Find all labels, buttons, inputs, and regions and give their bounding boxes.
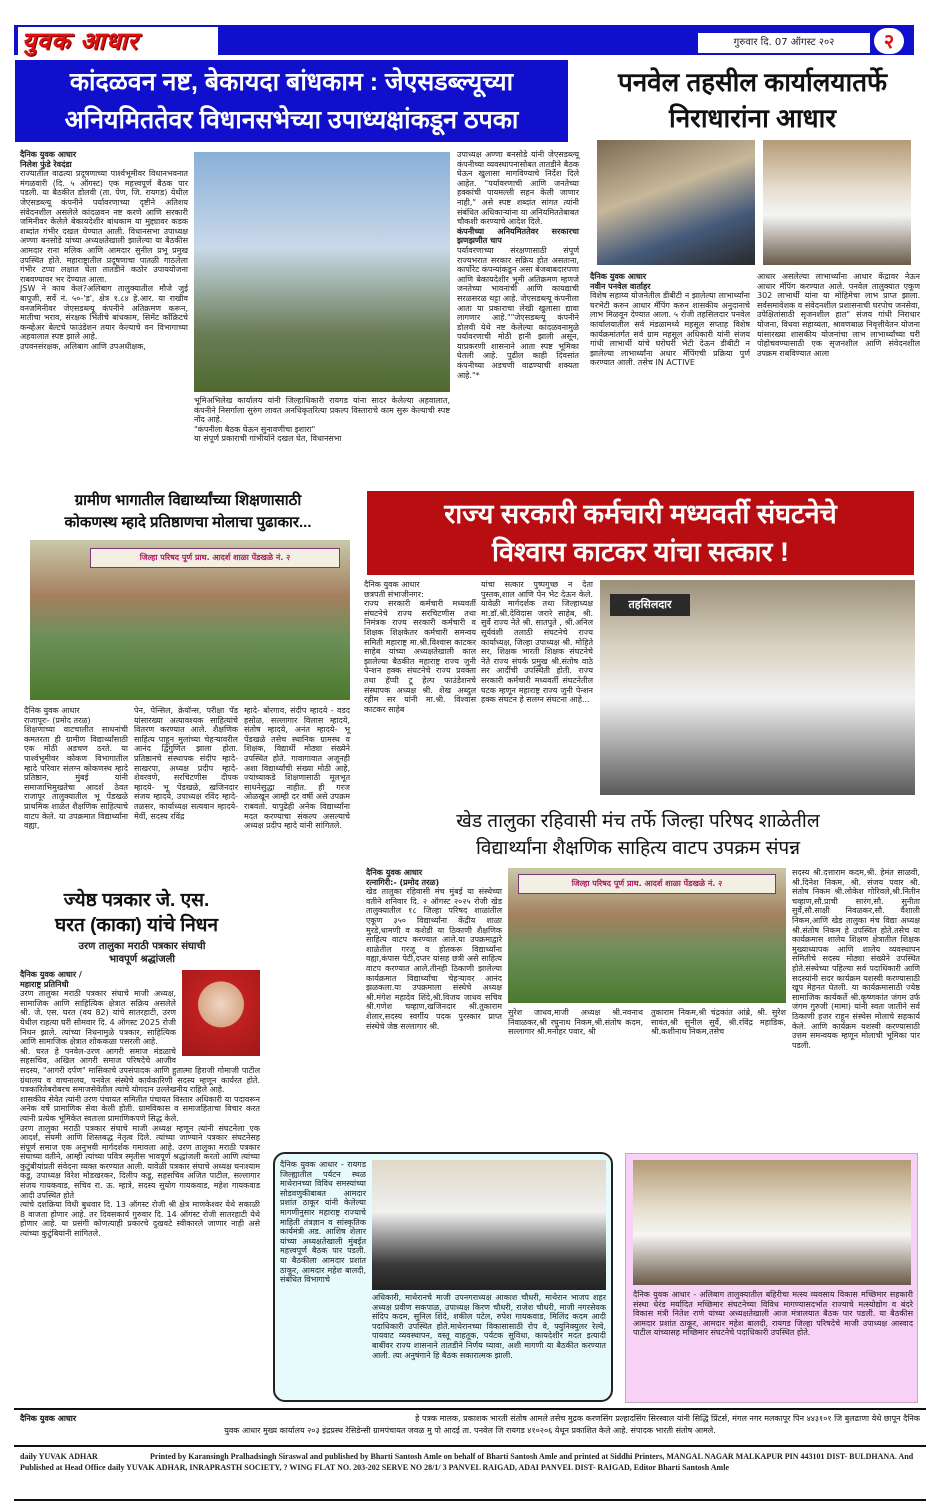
article6-byline2: रत्नागिरी:- (प्रमोद तरळ) xyxy=(366,877,440,887)
page-number: २ xyxy=(874,28,904,54)
article2-col2-text: आधार असलेल्या लाभार्थ्यांना आधार केंद्रावर नेऊन आधार मॅपिंग करण्यात आले. पनवेल तालुक्यात एकूण 302 लाभार्थी यांना या मोहिमेचा लाभ प्राप्त झाला. सर्वसमावेशक व संवेदनशील प्रशासनाची घरपोच जनसेवा, उपेक्षितांसाठी सृजनशील हात" संजय गांधी निराधार योजना, विधवा सहाय्यता, श्रावणबाळ निवृत्तीवेतन योजना यांसारख्या शासकीय योजनांचा लाभ लाभार्थ्यांच्या घरी पोहोचवण्यासाठी एक सृजनशील आणि संवेदनशील उपक्रम राबविण्यात आला xyxy=(757,272,920,358)
school-students-photo xyxy=(30,540,350,700)
article8-text: दैनिक युवक आधार - अलिबाग तालुक्यातील बहिरीचा मत्स्य व्यवसाय विकास मच्छिमार सहकारी संस्था धेरंड मर्यादित मच्छिमार संघटनेच्या विविध मागण्यासदर्भात राज्याचे मत्स्योद्योग व बंदरे विकास मंत्री नितेश राणे यांच्या अध्यक्षतेखाली आज मंत्रालयात बैठक पार पडली. या बैठकीस आमदार प्रशांत ठाकूर, आमदार महेश बालदी, रायगड जिल्हा परिषदेचे माजी उपाध्यक्ष आस्वाद पाटील यांच्यासह मच्छिमार संघटनेचे पदाधिकारी उपस्थित होते. xyxy=(633,1290,913,1338)
article5-para1: उरण तालुका मराठी पत्रकार संघाचे माजी अध्यक्ष, सामाजिक आणि साहित्यिक क्षेत्रात सक्रिय असलेले श्री. जे. एस. घरत (वय 82) यांचे सातरहाटी, उरण येथील राहत्या घरी सोमवार दि. 4 ऑगस्ट 2025 रोजी निधन झाले. त्यांच्या निधनामुळे पत्रकार, साहित्यिक आणि सामाजिक क्षेत्रात शोककळा पसरली आहे. xyxy=(20,989,176,1047)
school-distribution-photo xyxy=(508,868,786,1003)
article1-col1b-text: JSW ने काय केलं?अलिबाग तालुक्यातील मौजे जुई बापूजी, सर्वे नं. ५०-'ड', क्षेत्र १.८४ हे.आर. या राखीव वनजमिनीवर जेएसडब्ल्यू कंपनीने अतिक्रमण करून, मातीचा भराव, संरक्षक भिंतीचे बांधकाम, सिमेंट काँक्रिटचे कन्व्हेअर बेल्टचे फाउंडेशन तयार केल्याचे वन विभागाच्या अहवालात स्पष्ट झाले आहे. xyxy=(20,284,188,342)
article5-para3: शासकीय सेवेत त्यांनी उरण पंचायत समितीत पंचायत विस्तार अधिकारी या पदावरून अनेक वर्षे प्रामाणिक सेवा केली होती. ग्रामविकास व समाजहिताचा विचार करत त्यांनी प्रत्येक भूमिकेत स्वतःला प्रामाणिकपणे सिद्ध केले. xyxy=(20,1094,260,1123)
article4-col2-text: यांचा सत्कार पुष्पगुच्छ न देता पुस्तक,शाल आणि पेन भेट देऊन केले. यावेळी मार्गदर्शक तथा जिल्हाध्यक्ष मा.डॉ.श्री.देविदास जरारे साहेब, श्री. सुर्वे राज्य नेते श्री. सातपुते , श्री.अनिल सूर्यवंशी तलाठी संघटनेचे राज्य कार्याध्यक्ष, जिल्हा उपाध्यक्ष श्री. मोहिते सर, शिक्षक भारती शिक्षक संघटनेचे नेते राज्य संपर्क प्रमुख श्री.संतोष वाठे सर आदींची उपस्थिती होती. राज्य सरकारी कर्मचारी मध्यवर्ती संघटनेतील घटक म्हणून महाराष्ट्र राज्य जुनी पेन्शन हक्क संघटन हे सलग्न संघटना आहे... xyxy=(481,580,593,705)
article6-col3 xyxy=(651,1008,786,1037)
article8-body xyxy=(633,1290,913,1338)
article5-body xyxy=(20,970,260,1239)
article1-col2-text: भूमिअभिलेख कार्यालय यांनी जिल्हाधिकारी रायगड यांना सादर केलेल्या अहवालात, कंपनीने निसर्गाला सुरुंग लावत अनधिकृतरित्या प्रकल्प विस्ताराचे काम सुरू केल्याची स्पष्ट नोंद आहे. xyxy=(194,396,450,425)
article1-col3 xyxy=(457,150,579,380)
article1-col2b-text: या संपूर्ण प्रकाराची गांभीर्याने दखल घेत, विधानसभा xyxy=(194,434,342,444)
footer-left-label: दैनिक युवक आधार xyxy=(20,1414,77,1423)
article1-byline2: निलेश फुंडे रेवदंडा xyxy=(20,159,72,169)
article4-byline2: छत्रपती संभाजीनगर: xyxy=(364,589,424,599)
article5-headline xyxy=(14,888,259,938)
footer-en-imprint: Printed by Karansingh Pralhadsingh Siraswal and published by Bharti Santosh Amle on behalf of Bharti Santosh Amle and printed at Siddhi Printers, MANGAL NAGAR MALKAPUR PIN 443101 DIST- BULDHANA. And Published at Head Office daily YUVAK ADHAR, INRAPRASTH SOCIETY, ? WING FLAT NO. 203-202 SERVE NO 28/1/ 3 PANVEL RAIGAD, ADAI PANVEL DIST- RAIGAD, Editor Bharti Santosh Amle xyxy=(20,1452,914,1472)
article3-col3 xyxy=(244,706,350,831)
article2-col1-text: विशेष सहाय्य योजनेतील डीबीटी न झालेल्या लाभार्थ्यांना घरभेटी करुन आधार मॅपिंग करुन शासकीय अनुदानाचे लाभ मिळवून देण्यात आला. ५ रोजी तहसिलदार पनवेल कार्यालयातील सर्व मंडळामध्ये महसूल सप्ताह विशेष कार्यक्रमांतर्गत सर्व ग्राम महसूल अधिकारी यांनी संजय गांधी लाभार्थी यांचे घरोघरी भेटी देऊन डीबीटी न झालेल्या लाभार्थ्यांना अधार मॅपिंगची प्रक्रिया पुर्ण करण्यात आली. तसेच IN ACTIVE xyxy=(590,291,750,368)
factory-smokestack-photo xyxy=(194,152,450,392)
article1-byline1: दैनिक युवक आधार xyxy=(20,150,77,159)
obituary-portrait xyxy=(182,970,260,1056)
article5-byline2: महाराष्ट्र प्रतिनिधी xyxy=(20,979,69,989)
article7-para-bottom: अधिकारी, माथेरानचे माजी उपनगराध्यक्ष आकाश चौधरी, माथेरान भाजप शहर अध्यक्ष प्रवीण सकपाळ, उपाध्यक्ष किरण चौधरी, राजेश चौधरी, माजी नगरसेवक संदिप कदम, सुनिल शिंदे, शकील पटेल, रुपेश गायकवाड, मिलिंद कदम आदी पदाधिकारी उपस्थित होते.माथेरानच्या विकासासाठी रोप वे, फ्युनिक्युलर रेल्वे, पायवाट व्यवस्थापन, वस्तू वाहतूक, पर्यटक सुविधा, कायदेशीर मदत इत्यादी बाबींवर राज्य शासनाने तातडीने निर्णय घ्यावा, अशी मागणी या बैठकीत करण्यात आली. त्या अनुषंगाने हि बैठक सकारात्मक झाली. xyxy=(372,1293,606,1360)
article7-col1 xyxy=(280,1160,366,1285)
article2-col2 xyxy=(757,272,920,358)
footer-imprint-line2: युवक आधार मुख्य कार्यालय २०३ इंद्रप्रस्थ रेसिडेन्सी ग्रामपंचायत जवळ मु पो आदई ता. पनवेल जि रायगड ४१०२०६ येथून प्रकाशित केले आहे. संपादक भारती संतोष आमले. xyxy=(224,1426,716,1435)
article4-headline-line2: विश्वास काटकर यांचा सत्कार ! xyxy=(492,537,789,567)
article1-col3-subhead: कंपनीच्या अनियमिततेवर सरकारचा झणझणीत चाप xyxy=(457,226,579,246)
article3-col2-text: पेन, पेन्सिल, क्रेयॉन्स, परीक्षा पॅड यांसारख्या अत्यावश्यक साहित्यांचे वितरण करण्यात आले. शैक्षणिक साहित्य पाहून मुलांच्या चेहऱ्यावरील आनंद द्विगुणित झाला होता. प्रतिष्ठानचे संस्थापक संदीप म्हादे- साखरपा, अध्यक्ष प्रदीप म्हादे- शेवरवणे, सरचिटणीस दीपक म्हादये- भू पेंडखळे, खजिनदार संजय म्हादये, उपाध्यक्ष रविंद म्हादे- तळसर, कार्याध्यक्ष सत्यवान म्हादये- मेर्वी, सदस्य रविंद्र xyxy=(134,706,238,821)
article5-byline1: दैनिक युवक आधार / xyxy=(20,970,82,979)
article1-col3-text: उपाध्यक्ष अण्णा बनसोडे यांनी जेएसडब्ल्यू कंपनीच्या व्यवस्थापनासोबत तातडीने बैठक घेऊन खुलासा मागविण्याचे निर्देश दिले आहेत. "पर्यावरणाची आणि जनतेच्या हक्कांची पायमल्ली सहन केली जाणार नाही," असे स्पष्ट शब्दांत सांगत त्यांनी संबंधित अधिकाऱ्यांना या अनियमिततेबाबत चौकशी करण्याचे आदेश दिले. xyxy=(457,150,579,227)
article1-col3b-text: पर्यावरणाच्या संरक्षणासाठी संपूर्ण राज्यभरात सरकार सक्रिय होत असताना, कार्पोरेट कंपन्यांकडून असा बेजबाबदारपणा आणि बेकायदेशीर भूमी अतिक्रमण म्हणजे जनतेच्या भावनांची आणि कायद्याची सरळसरळ थट्टा आहे. जेएसडब्ल्यू कंपनीला आता या प्रकाराचा लेखी खुलासा द्यावा लागणार आहे.""जेएसडब्ल्यू कंपनीने डोलवी येथे नष्ट केलेल्या कांदळवनामुळे पर्यावरणाची मोठी हानी झाली असून, याप्रकरणी शासनाने आता स्पष्ट भूमिका घेतली आहे. पुढील काही दिवसांत कंपनीच्या अडचणी वाढण्याची शक्यता आहे."* xyxy=(457,245,579,380)
article5-para2: श्री. घरत हे पनवेल-उरण आगरी समाज मंडळाचे सहसचिव, अखिल आगरी समाज परिषदेचे आजीव सदस्य, "आगरी दर्पण" मासिकाचे उपसंपादक आणि हुतात्मा हिराजी गोमाजी पाटील ग्रंथालय व वाचनालय, पनवेल संस्थेचे कार्यकारिणी सदस्य म्हणून कार्यरत होते. पत्रकारितेबरोबरच समाजसेवेतील त्यांचे योगदान उल्लेखनीय राहिले आहे. xyxy=(20,1046,260,1095)
article3-headline-line1: ग्रामीण भागातील विद्यार्थ्यांच्या शिक्षणासाठी xyxy=(74,492,302,509)
article1-headline xyxy=(15,60,568,142)
article6-col1 xyxy=(366,868,502,1031)
article1-col1-text: राज्यातील वाढत्या प्रदूषणाच्या पार्श्वभूमीवर विधानभवनात मंगळवारी (दि. ५ ऑगस्ट) एक महत्त्वपूर्ण बैठक पार पडली. या बैठकीत डोलवी (ता. पेण, जि. रायगड) येथील जेएसडब्ल्यू कंपनीने पर्यावरणाच्या दृष्टीने अतिशय संवेदनशील असलेले कांदळवन नष्ट करणे आणि सरकारी जमिनीवर केलेले बेकायदेशीर बांधकाम या मुद्द्यावर कडक शब्दांत गंभीर दखल घेण्यात आली. विधानसभा उपाध्यक्ष अण्णा बनसोडे यांच्या अध्यक्षतेखाली झालेल्या या बैठकीस आमदार राना मलिक आणि आमदार सुनील प्रभू प्रमुख उपस्थित होते. महाराष्ट्रातील प्रदूषणाचा पातळी गाठलेला गंभीर टप्पा लक्षात घेता तातडीने कठोर उपाययोजना राबवण्यावर भर देण्यात आला. xyxy=(20,169,188,284)
article2-byline2: नवीन पनवेल वार्ताहर xyxy=(590,281,651,291)
article6-col1-text: खेड तालुका रहिवासी मंच मुंबई या संस्थेच्या वतीने शनिवार दि. २ ऑगस्ट २०२५ रोजी खेड तालुक्यातील १८ जिल्हा परिषद शाळांतील एकूण ३५० विद्यार्थ्यांना केंद्रीय शाळा मुरडे,धामणी व कशेडी या ठिकाणी शैक्षणिक साहित्य वाटप करण्यात आले.या उपक्रमाद्वारे शाळेतील गरजू व होतकरू विद्यार्थ्यांना वह्या,कंपास पेटी,दप्तर यांसह छत्री असे साहित्य वाटप करण्यात आले.तीनही ठिकाणी झालेल्या कार्यक्रमात विद्यार्थ्यांचा चेहऱ्यावर आनंद झळकला.या उपक्रमाला संस्थेचे अध्यक्ष श्री.मंगेश महादेव शिंदे,श्री.विजय जाधव सचिव श्री.गणेश चव्हाण,खजिनदार श्री.तुकाराम शेलार,सदस्य स्वर्गीय पदक पुरस्कार प्राप्त संस्थेचे जेष्ठ सल्लागार श्री. xyxy=(366,887,502,1031)
matheran-meeting-photo xyxy=(372,1160,606,1290)
article6-col2 xyxy=(508,1008,643,1037)
fishermen-meeting-photo xyxy=(633,1160,911,1285)
article2-col1 xyxy=(590,272,750,368)
article6-col3-text: तुकाराम निकम,श्री चंद्रकांत आंब्रे, श्री. सुरेश सावंत,श्री सुनील सुर्वे, श्री.रविंद्र महाडिक, श्री.कशीनाथ निकम,तसेच xyxy=(651,1008,786,1037)
article2-headline xyxy=(585,64,920,136)
article3-byline1: दैनिक युवक आधार xyxy=(24,706,80,715)
article1-headline-line1: कांदळवन नष्ट, बेकायदा बांधकाम : जेएसडब्ल्यूच्या xyxy=(69,68,514,96)
article5-subhead2: भावपूर्ण श्रद्धांजली xyxy=(108,954,176,965)
school-name-banner: जिल्हा परिषद पूर्ण प्राथ. आदर्श शाळा पेंडखळे नं. २ xyxy=(90,548,340,568)
article2-headline-line1: पनवेल तहसील कार्यालयातर्फे xyxy=(617,67,888,97)
article7-para-top: दैनिक युवक आधार - रायगड जिल्ह्यातील पर्यटन स्थळ माथेरानच्या विविध समस्यांच्या सोडवणुकीबाबत आमदार प्रशांत ठाकूर यांनी केलेल्या मागणीनुसार महाराष्ट्र राज्याचे माहिती तंत्रज्ञान व सांस्कृतिक कार्यमंत्री अड. आशिष शेलार यांच्या अध्यक्षतेखाली मुंबईत महत्त्वपूर्ण बैठक पार पडली. या बैठकीला आमदार प्रशांत ठाकूर, आमदार महेश बालदी, संबंधित विभागाचे xyxy=(280,1160,366,1285)
felicitation-photo xyxy=(600,580,915,795)
article3-col1-text: शिक्षणाच्या वाटचालीत साधनांची कमतरता ही ग्रामीण विद्यार्थ्यांसाठी एक मोठी अडचण ठरते. या पार्श्वभूमीवर कोकण विभागातील म्हादे परिवार संलग्न कोकणस्थ म्हादे प्रतिष्ठान, मुंबई यांनी समाजाभिमुखतेचा आदर्श ठेवत राजापूर तालुक्यातील भू पेंडखळे प्राथमिक शाळेत शैक्षणिक साहित्याचे वाटप केले. या उपक्रमात विद्यार्थ्यांना वह्या, xyxy=(24,725,128,831)
issue-date: गुरुवार दि. 07 ऑगस्ट २०२ xyxy=(698,33,870,53)
article1-col1c-text: उपवनसंरक्षक, अलिबाग आणि उपअधीक्षक, xyxy=(20,341,146,351)
article5-headline-line1: ज्येष्ठ पत्रकार जे. एस. xyxy=(63,890,210,911)
article2-byline1: दैनिक युवक आधार xyxy=(590,272,647,281)
footer-en-label: daily YUVAK ADHAR xyxy=(20,1452,98,1461)
article6-col2-text: सुरेश जाधव,माजी अध्यक्ष श्री.नवनाथ निवाळकर,श्री रघुनाथ निकम,श्री.संतोष कदम, सल्लागार श्री.मनोहर पवार, श्री xyxy=(508,1008,643,1037)
article3-headline-line2: कोकणस्थ म्हादे प्रतिष्ठाणचा मोलाचा पुढाकार... xyxy=(64,514,312,531)
article7-col2 xyxy=(372,1293,606,1360)
article6-byline1: दैनिक युवक आधार xyxy=(366,868,423,877)
article3-col1 xyxy=(24,706,128,831)
article2-headline-line2: निराधारांना आधार xyxy=(669,103,836,133)
article4-headline xyxy=(367,491,914,575)
article5-subhead xyxy=(22,940,262,966)
imprint-english xyxy=(14,1445,926,1501)
article6-col4-text: सदस्य श्री.दत्ताराम कदम,श्री. हेमंत साळवी, श्री.दिनेश निकम, श्री. संजय पवार श्री. संतोष निकम श्री.लोकेश गोरिवले,श्री.नितीन चव्हाण,सौ.प्राची सारंग,सौ. सुनीता सुर्वे,सौ.साक्षी निवळकर,सौ. वैशाली निकम,आणि खेड तालुका मंच विद्या अध्यक्ष श्री.संतोष निकम हे उपस्थित होते.तसेच या कार्यक्रमास शालेय शिक्षण क्षेत्रातील शिक्षक मुख्याध्यापक आणि शालेय व्यवस्थापन समितीचे सदस्य मोठ्या संख्येने उपस्थित होते.संस्थेच्या पहिल्या सर्व पदाधिकारी आणि सदस्यांनी सदर कार्यक्रम यशस्वी करण्यासाठी खूप मेहनत घेतली. या कार्यक्रमासाठी ज्येष्ठ सामाजिक कार्यकर्ते श्री.कृष्णकांत जंगम उर्फ जंगम गुरुजी (मामा) यांनी स्वतः जातीने सर्व ठिकाणी हजर राहून संस्थेस मोलाचे सहकार्य केले. आणि कार्यक्रम यशस्वी करण्यासाठी उत्तम समन्वयक म्हणून मोलाची भूमिका पार पडली. xyxy=(792,868,920,1050)
article6-headline-line1: खेड तालुका रहिवासी मंच तर्फे जिल्हा परिषद शाळेतील xyxy=(456,811,820,832)
article4-col1-text: राज्य सरकारी कर्मचारी मध्यवर्ती संघटनेचे राज्य सरचिटणीस तथा निमंत्रक राज्य सरकारी कर्मचारी व शिक्षक शिक्षकेतर कर्मचारी समन्वय समिती महाराष्ट्र मा.श्री.विश्वास काटकर साहेब यांच्या अध्यक्षतेखाली काल झालेल्या बैठकीत महाराष्ट्र राज्य जुनी पेन्शन हक्क संघटनेचे राज्य प्रवक्ता तथा हॅप्पी टू हेल्प फाउंडेशनचे संस्थापक अध्यक्ष श्री. शेख अब्दुल रहीम सर यांनी मा.श्री. विश्वास काटकर साहेब xyxy=(364,599,476,714)
article6-headline xyxy=(358,808,918,862)
article3-col3-text: म्हादे- बोरगाव, संदीप म्हादये - वडद हसोळ, सल्लागार विलास म्हादये, संतोष म्हादये, अनंत म्हादये- भू पेंडखळे तसेच स्थानिक ग्रामस्थ व शिक्षक, विद्यार्थी मोठ्या संख्येने उपस्थित होते. गावागावात अजूनही अशा विद्यार्थ्यांची संख्या मोठी आहे, ज्यांच्याकडे शिक्षणासाठी मूलभूत साधनेसुद्धा नाहीत. ही गरज ओळखून आम्ही दर वर्षी असे उपक्रम राबवतो. यापुढेही अनेक विद्यार्थ्यांना मदत करण्याचा संकल्प असल्याचे अध्यक्ष प्रदीप म्हादे यांनी सांगितले. xyxy=(244,706,350,831)
newspaper-logo: युवक आधार xyxy=(18,27,218,55)
footer-imprint-line1: हे पत्रक मालक, प्रकाशक भारती संतोष आमले तसेच मुद्रक करणसिंग प्रल्हादसिंग सिरस्वाल यांनी सिद्धि प्रिंटर्स, मंगल नगर मलकापूर पिन ४४३१०१ जि बुलढाणा येथे छापून दैनिक xyxy=(415,1414,920,1423)
article6-headline-line2: विद्यार्थ्यांना शैक्षणिक साहित्य वाटप उपक्रम संपन्न xyxy=(475,838,801,859)
article1-col2-subhead: "कंपनीला बैठक घेऊन सुनावणीचा इशारा" xyxy=(194,424,316,434)
article3-byline2: राजापूरः- (प्रमोद तरळ) xyxy=(24,715,91,725)
article6-col4 xyxy=(792,868,920,1050)
article4-col2 xyxy=(481,580,593,705)
school-name-banner-2: जिल्हा परिषद पूर्ण प्राथ. आदर्श शाळा पेंडखळे नं. २ xyxy=(518,874,776,894)
imprint-marathi xyxy=(14,1408,926,1445)
article5-para4: उरण तालुका मराठी पत्रकार संघाचे माजी अध्यक्ष म्हणून त्यांनी संघटनेला एक आदर्श, संयमी आणि शिस्तबद्ध नेतृत्व दिले. त्यांच्या जाण्याने पत्रकार संघटनेसह संपूर्ण समाज एक अनुभवी मार्गदर्शक गमावला आहे. उरण तालुका मराठी पत्रकार संघाच्या वतीने, आम्ही त्यांच्या पवित्र स्मृतीस भावपूर्ण श्रद्धांजली करतो आणि त्यांच्या कुटुंबीयांप्रती संवेदना व्यक्त करण्यात आली. यावेळी पत्रकार संघाचे अध्यक्ष घनःश्याम कडू, उपाध्यक्ष विरेश मोडखरकर, दिलीप कडू, सहसचिव अजित पाटील, सल्लागार संजय गायकवाड, सचिव रा. ऊ. म्हात्रे, सदस्य सुयोग गायकवाड, महेश गायकवाड आदी उपस्थित होते xyxy=(20,1123,260,1200)
article4-byline1: दैनिक युवक आधार xyxy=(364,580,420,589)
article1-col2 xyxy=(194,396,450,444)
article4-col1 xyxy=(364,580,476,714)
panvel-tahsil-photo-2 xyxy=(763,140,911,265)
article3-headline xyxy=(18,490,358,534)
article5-para5: त्यांचे दशक्रिया विधी बुधवार दि. 13 ऑगस्ट रोजी श्री क्षेत्र माणकेश्वर येथे सकाळी 8 वाजता होणार आहे. तर दिवसकार्य गुरुवार दि. 14 ऑगस्ट रोजी सातरहाटी येथे होणार आहे. या प्रसंगी कोणत्याही प्रकारचे दुखवटे स्वीकारले जाणार नाही असे त्यांच्या कुटुंबियांनी सांगितले. xyxy=(20,1200,260,1239)
article1-col1 xyxy=(20,150,188,351)
article5-headline-line2: घरत (काका) यांचे निधन xyxy=(54,915,219,936)
panvel-tahsil-photo-1 xyxy=(597,140,755,265)
tahsildar-sign: तहसिलदार xyxy=(610,594,690,616)
article1-headline-line2: अनियमिततेवर विधानसभेच्या उपाध्यक्षांकडून ठपका xyxy=(64,106,519,134)
article4-headline-line1: राज्य सरकारी कर्मचारी मध्यवर्ती संघटनेचे xyxy=(444,499,837,529)
article3-col2 xyxy=(134,706,238,821)
article5-subhead1: उरण तालुका मराठी पत्रकार संघाची xyxy=(78,941,206,952)
